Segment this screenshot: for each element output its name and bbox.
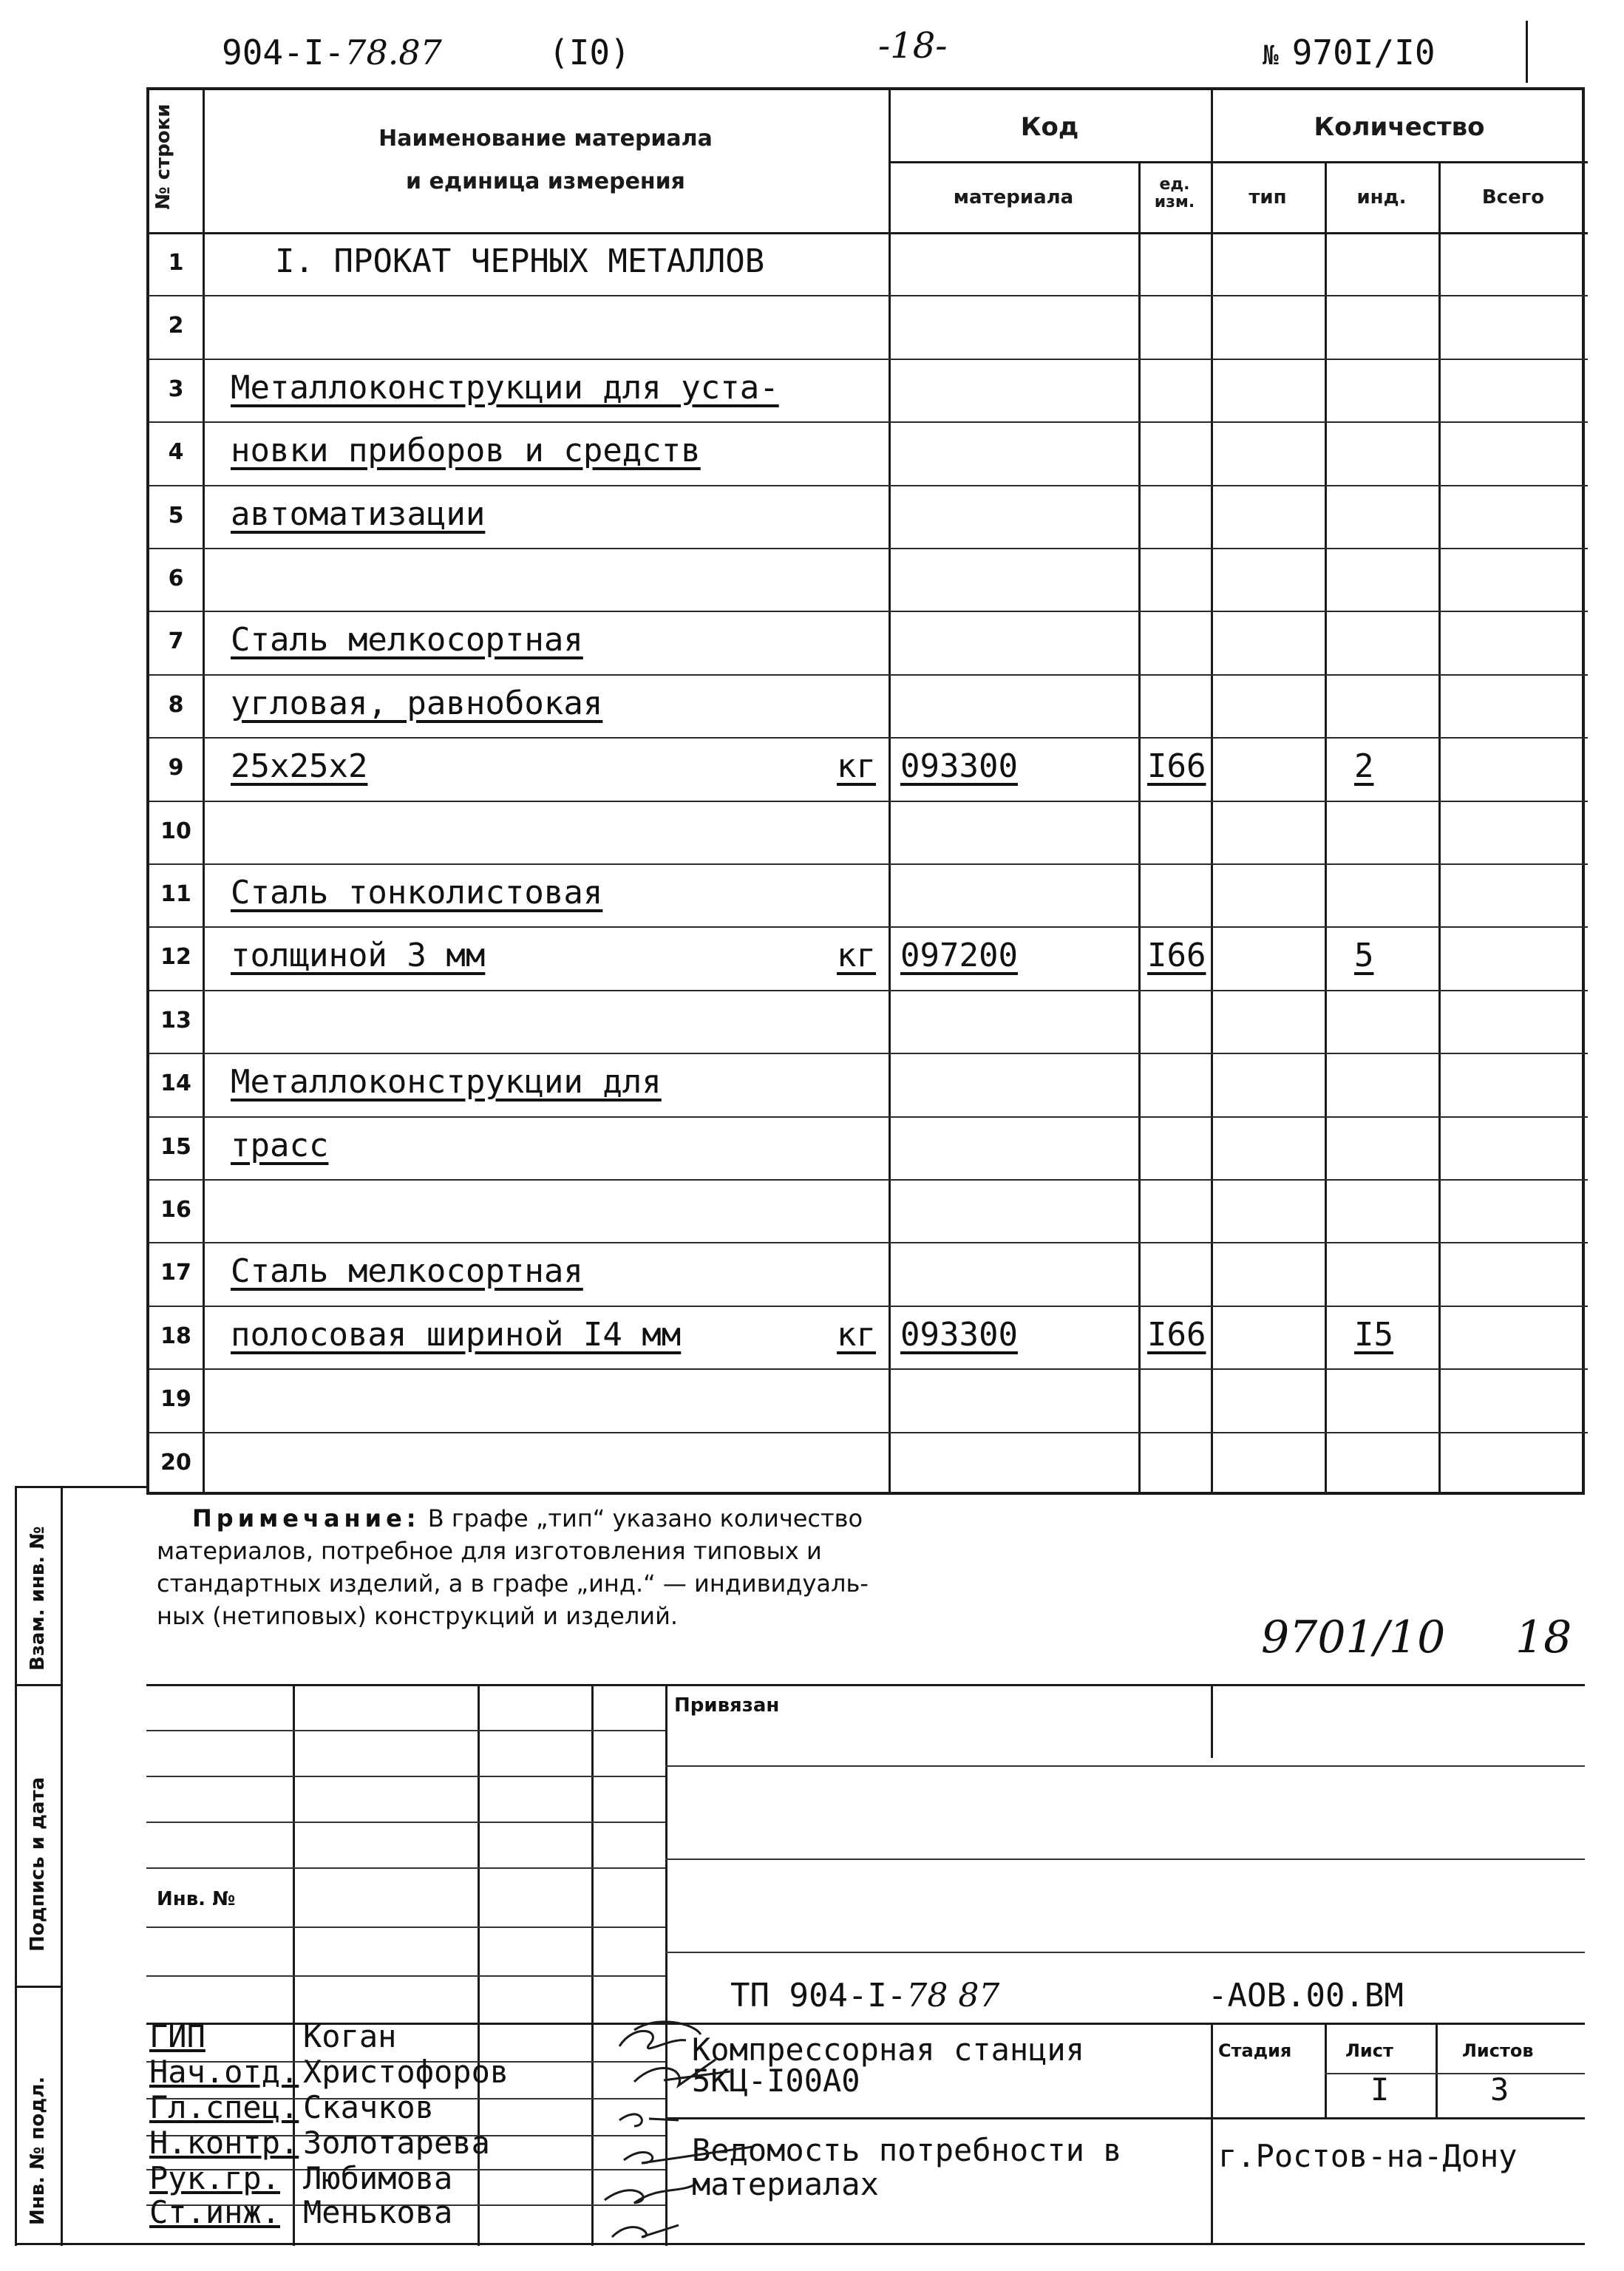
row-material-code: 093300 (900, 1315, 1018, 1354)
header-tick (1526, 21, 1528, 83)
stamp-row-2 (146, 1776, 665, 1777)
row-number: 19 (160, 1386, 191, 1413)
col-line-rowno (203, 90, 205, 1495)
row-separator (149, 990, 1588, 991)
stamp-row-1 (146, 1730, 665, 1731)
row-number: 1 (168, 250, 184, 276)
stamp-bottom-line (146, 2243, 1585, 2245)
row-separator (149, 295, 1588, 296)
stamp-row-4 (146, 1867, 665, 1869)
sheet-number-value: 970I/I0 (1291, 33, 1436, 72)
sheet-value: I (1370, 2071, 1390, 2108)
stage-label: Стадия (1218, 2040, 1292, 2061)
col-header-total: Всего (1481, 186, 1545, 208)
row-number: 3 (168, 376, 184, 402)
document-title-line1: Ведомость потребности в (692, 2132, 1122, 2168)
row-separator (149, 674, 1588, 676)
drawing-code-paren: (I0) (548, 33, 631, 72)
col-header-code: Код (1020, 112, 1079, 142)
row-number: 20 (160, 1449, 191, 1476)
row-qty-ind: I5 (1354, 1315, 1393, 1354)
page-mark: -18- (878, 25, 948, 67)
signer-role: Ст.инж. (149, 2194, 281, 2230)
document-title-line2: материалах (692, 2166, 879, 2202)
row-separator (149, 801, 1588, 802)
row-name: Сталь мелкосортная (231, 621, 583, 659)
sheets-value: 3 (1490, 2071, 1509, 2108)
row-separator (149, 1179, 1588, 1181)
row-separator (149, 421, 1588, 423)
row-separator (149, 611, 1588, 612)
col-line-code (1138, 163, 1141, 1495)
side-line-2 (15, 1986, 61, 1988)
row-unit: кг (837, 1315, 876, 1354)
stamp-right-row-1 (665, 1765, 1585, 1767)
row-number: 15 (160, 1133, 191, 1160)
row-separator (149, 485, 1588, 486)
side-line-outer (15, 1486, 17, 2246)
signer-role: ГИП (149, 2018, 205, 2054)
signer-name: Скачков (303, 2089, 435, 2125)
drawing-code (222, 33, 442, 72)
row-separator (149, 1368, 1588, 1370)
signature-khristoforov (634, 2060, 730, 2085)
stamp-col-2 (478, 1684, 480, 2246)
col-header-material-code: материала (953, 186, 1074, 208)
signer-name: Любимова (303, 2160, 453, 2196)
note-label: Примечание: (192, 1504, 421, 1532)
note-text-1: В графе „тип“ указано количество (427, 1504, 863, 1532)
document-code-suffix: -АОВ.00.ВМ (1208, 1977, 1404, 2014)
col-line-unit (1211, 90, 1213, 1495)
row-separator (149, 926, 1588, 928)
note-line-2: материалов, потребное для изготовления типовых и (157, 1537, 822, 1565)
side-line-1 (15, 1684, 61, 1686)
document-code (730, 1977, 999, 2014)
signer-name: Христофоров (303, 2054, 509, 2090)
signer-name: Коган (303, 2018, 397, 2054)
row-number: 7 (168, 628, 184, 655)
stamp-col-right (1211, 2023, 1213, 2244)
row-unit: кг (837, 747, 876, 786)
col-line-type (1325, 163, 1327, 1495)
stamp-row-6 (146, 1975, 665, 1977)
signer-name: Золотарева (303, 2125, 490, 2161)
signature-kogan (619, 2022, 701, 2048)
row-separator (149, 1432, 1588, 1433)
signature-lyubimova (605, 2185, 693, 2203)
row-name: угловая, равнобокая (231, 684, 603, 722)
side-label-vzam: Взам. инв. № (27, 1526, 49, 1671)
object-name-line1: Компрессорная станция (692, 2031, 1085, 2068)
note-line-1 (157, 1502, 1044, 1535)
row-number: 9 (168, 755, 184, 781)
col-header-quantity: Количество (1314, 112, 1485, 142)
drawing-code-prefix: 904-I- (222, 33, 345, 72)
side-strip (15, 1486, 146, 2246)
row-unit-code: I66 (1147, 747, 1206, 786)
row-name: полосовая шириной I4 мм (231, 1315, 682, 1354)
signature-menkova (612, 2225, 679, 2237)
stamp-row-5 (146, 1927, 665, 1928)
signature-skachkov (619, 2114, 679, 2126)
row-number: 12 (160, 944, 191, 971)
side-label-inv: Инв. № подл. (27, 2076, 49, 2225)
note-line-3: стандартных изделий, а в графе „инд.“ — индивидуаль- (157, 1569, 869, 1598)
row-number: 2 (168, 313, 184, 339)
signer-role: Нач.отд. (149, 2054, 299, 2090)
row-number: 17 (160, 1260, 191, 1286)
row-name: трасс (231, 1126, 329, 1164)
row-separator (149, 548, 1588, 549)
row-name: I. ПРОКАТ ЧЕРНЫХ МЕТАЛЛОВ (275, 242, 765, 280)
number-sign: № (1263, 41, 1279, 71)
row-name: Металлоконструкции для (231, 1063, 662, 1101)
signer-role: Н.контр. (149, 2125, 299, 2161)
side-label-podpis: Подпись и дата (27, 1776, 49, 1952)
row-number: 11 (160, 881, 191, 907)
row-number: 4 (168, 439, 184, 466)
signatures-scribble (590, 2015, 804, 2252)
handwritten-ref-page: 18 (1515, 1612, 1572, 1663)
col-header-unit-code-1: ед. (1159, 175, 1190, 194)
row-number: 16 (160, 1197, 191, 1223)
row-name: Сталь тонколистовая (231, 874, 603, 912)
row-name: толщиной 3 мм (231, 937, 486, 975)
row-name: новки приборов и средств (231, 432, 701, 470)
col-line-ind (1438, 163, 1441, 1495)
row-number: 13 (160, 1007, 191, 1033)
side-line-top (15, 1486, 146, 1488)
row-unit: кг (837, 937, 876, 975)
row-material-code: 097200 (900, 937, 1018, 975)
document-code-handwritten: 78 87 (906, 1977, 1000, 2014)
drawing-code-handwritten: 78.87 (344, 33, 442, 72)
side-line-inner (61, 1486, 63, 2246)
note-line-4: ных (нетиповых) конструкций и изделий. (157, 1602, 679, 1630)
side-line-bottom (15, 2243, 146, 2245)
row-unit-code: I66 (1147, 937, 1206, 975)
row-separator (149, 737, 1588, 739)
row-number: 14 (160, 1070, 191, 1097)
row-separator (149, 359, 1588, 360)
header-split-line (889, 161, 1588, 163)
signer-role: Гл.спец. (149, 2089, 299, 2125)
object-name-line2: 5КЦ-I00А0 (692, 2063, 860, 2099)
row-separator (149, 1242, 1588, 1243)
document-code-prefix: ТП 904-I- (730, 1977, 907, 2014)
col-header-row-no: № строки (152, 103, 174, 210)
stamp-col-privyazan (1211, 1684, 1213, 1758)
stamp-stage-row (1325, 2073, 1585, 2074)
stamp-col-1 (293, 1684, 295, 2246)
sheet-label: Лист (1345, 2040, 1393, 2061)
row-separator (149, 1053, 1588, 1054)
city: г.Ростов-на-Дону (1218, 2138, 1518, 2174)
row-separator (149, 1306, 1588, 1307)
col-header-name-line1: Наименование материала (378, 126, 713, 152)
stamp-right-row-2 (665, 1858, 1585, 1860)
note-block (157, 1502, 1044, 1632)
row-number: 18 (160, 1323, 191, 1349)
row-name: 25x25x2 (231, 747, 368, 786)
signer-name: Менькова (303, 2194, 453, 2230)
stamp-row-3 (146, 1822, 665, 1823)
col-header-name-line2: и единица измерения (406, 169, 685, 194)
col-header-unit-code (1138, 176, 1211, 211)
stamp-top-line (146, 1684, 1585, 1686)
row-material-code: 093300 (900, 747, 1018, 786)
inv-no-label: Инв. № (157, 1888, 236, 1910)
row-number: 8 (168, 691, 184, 718)
header-bottom-line (149, 232, 1588, 234)
row-number: 5 (168, 502, 184, 529)
stamp-right-row-3 (665, 1952, 1585, 1953)
row-name: Сталь мелкосортная (231, 1252, 583, 1291)
handwritten-ref-number: 9701/10 (1261, 1612, 1446, 1663)
row-number: 6 (168, 566, 184, 591)
row-number: 10 (160, 818, 191, 844)
row-name: Металлоконструкции для уста- (231, 368, 779, 407)
row-qty-ind: 2 (1354, 747, 1374, 786)
col-header-ind: инд. (1356, 186, 1407, 208)
privyazan-label: Привязан (674, 1694, 780, 1717)
stamp-col-stage (1325, 2023, 1327, 2117)
row-name: автоматизации (231, 495, 486, 533)
title-block (146, 1684, 1585, 2246)
col-header-type: тип (1248, 186, 1287, 208)
materials-table (146, 87, 1585, 1495)
sheets-label: Листов (1462, 2040, 1534, 2061)
row-qty-ind: 5 (1354, 937, 1374, 975)
stamp-col-sheet (1436, 2023, 1438, 2117)
col-header-unit-code-2: изм. (1154, 193, 1195, 211)
row-separator (149, 863, 1588, 865)
row-separator (149, 1116, 1588, 1118)
row-unit-code: I66 (1147, 1315, 1206, 1354)
col-line-name (889, 90, 891, 1495)
sheet-number (1263, 33, 1436, 72)
signer-role: Рук.гр. (149, 2160, 281, 2196)
signature-zolotareva (624, 2147, 752, 2163)
